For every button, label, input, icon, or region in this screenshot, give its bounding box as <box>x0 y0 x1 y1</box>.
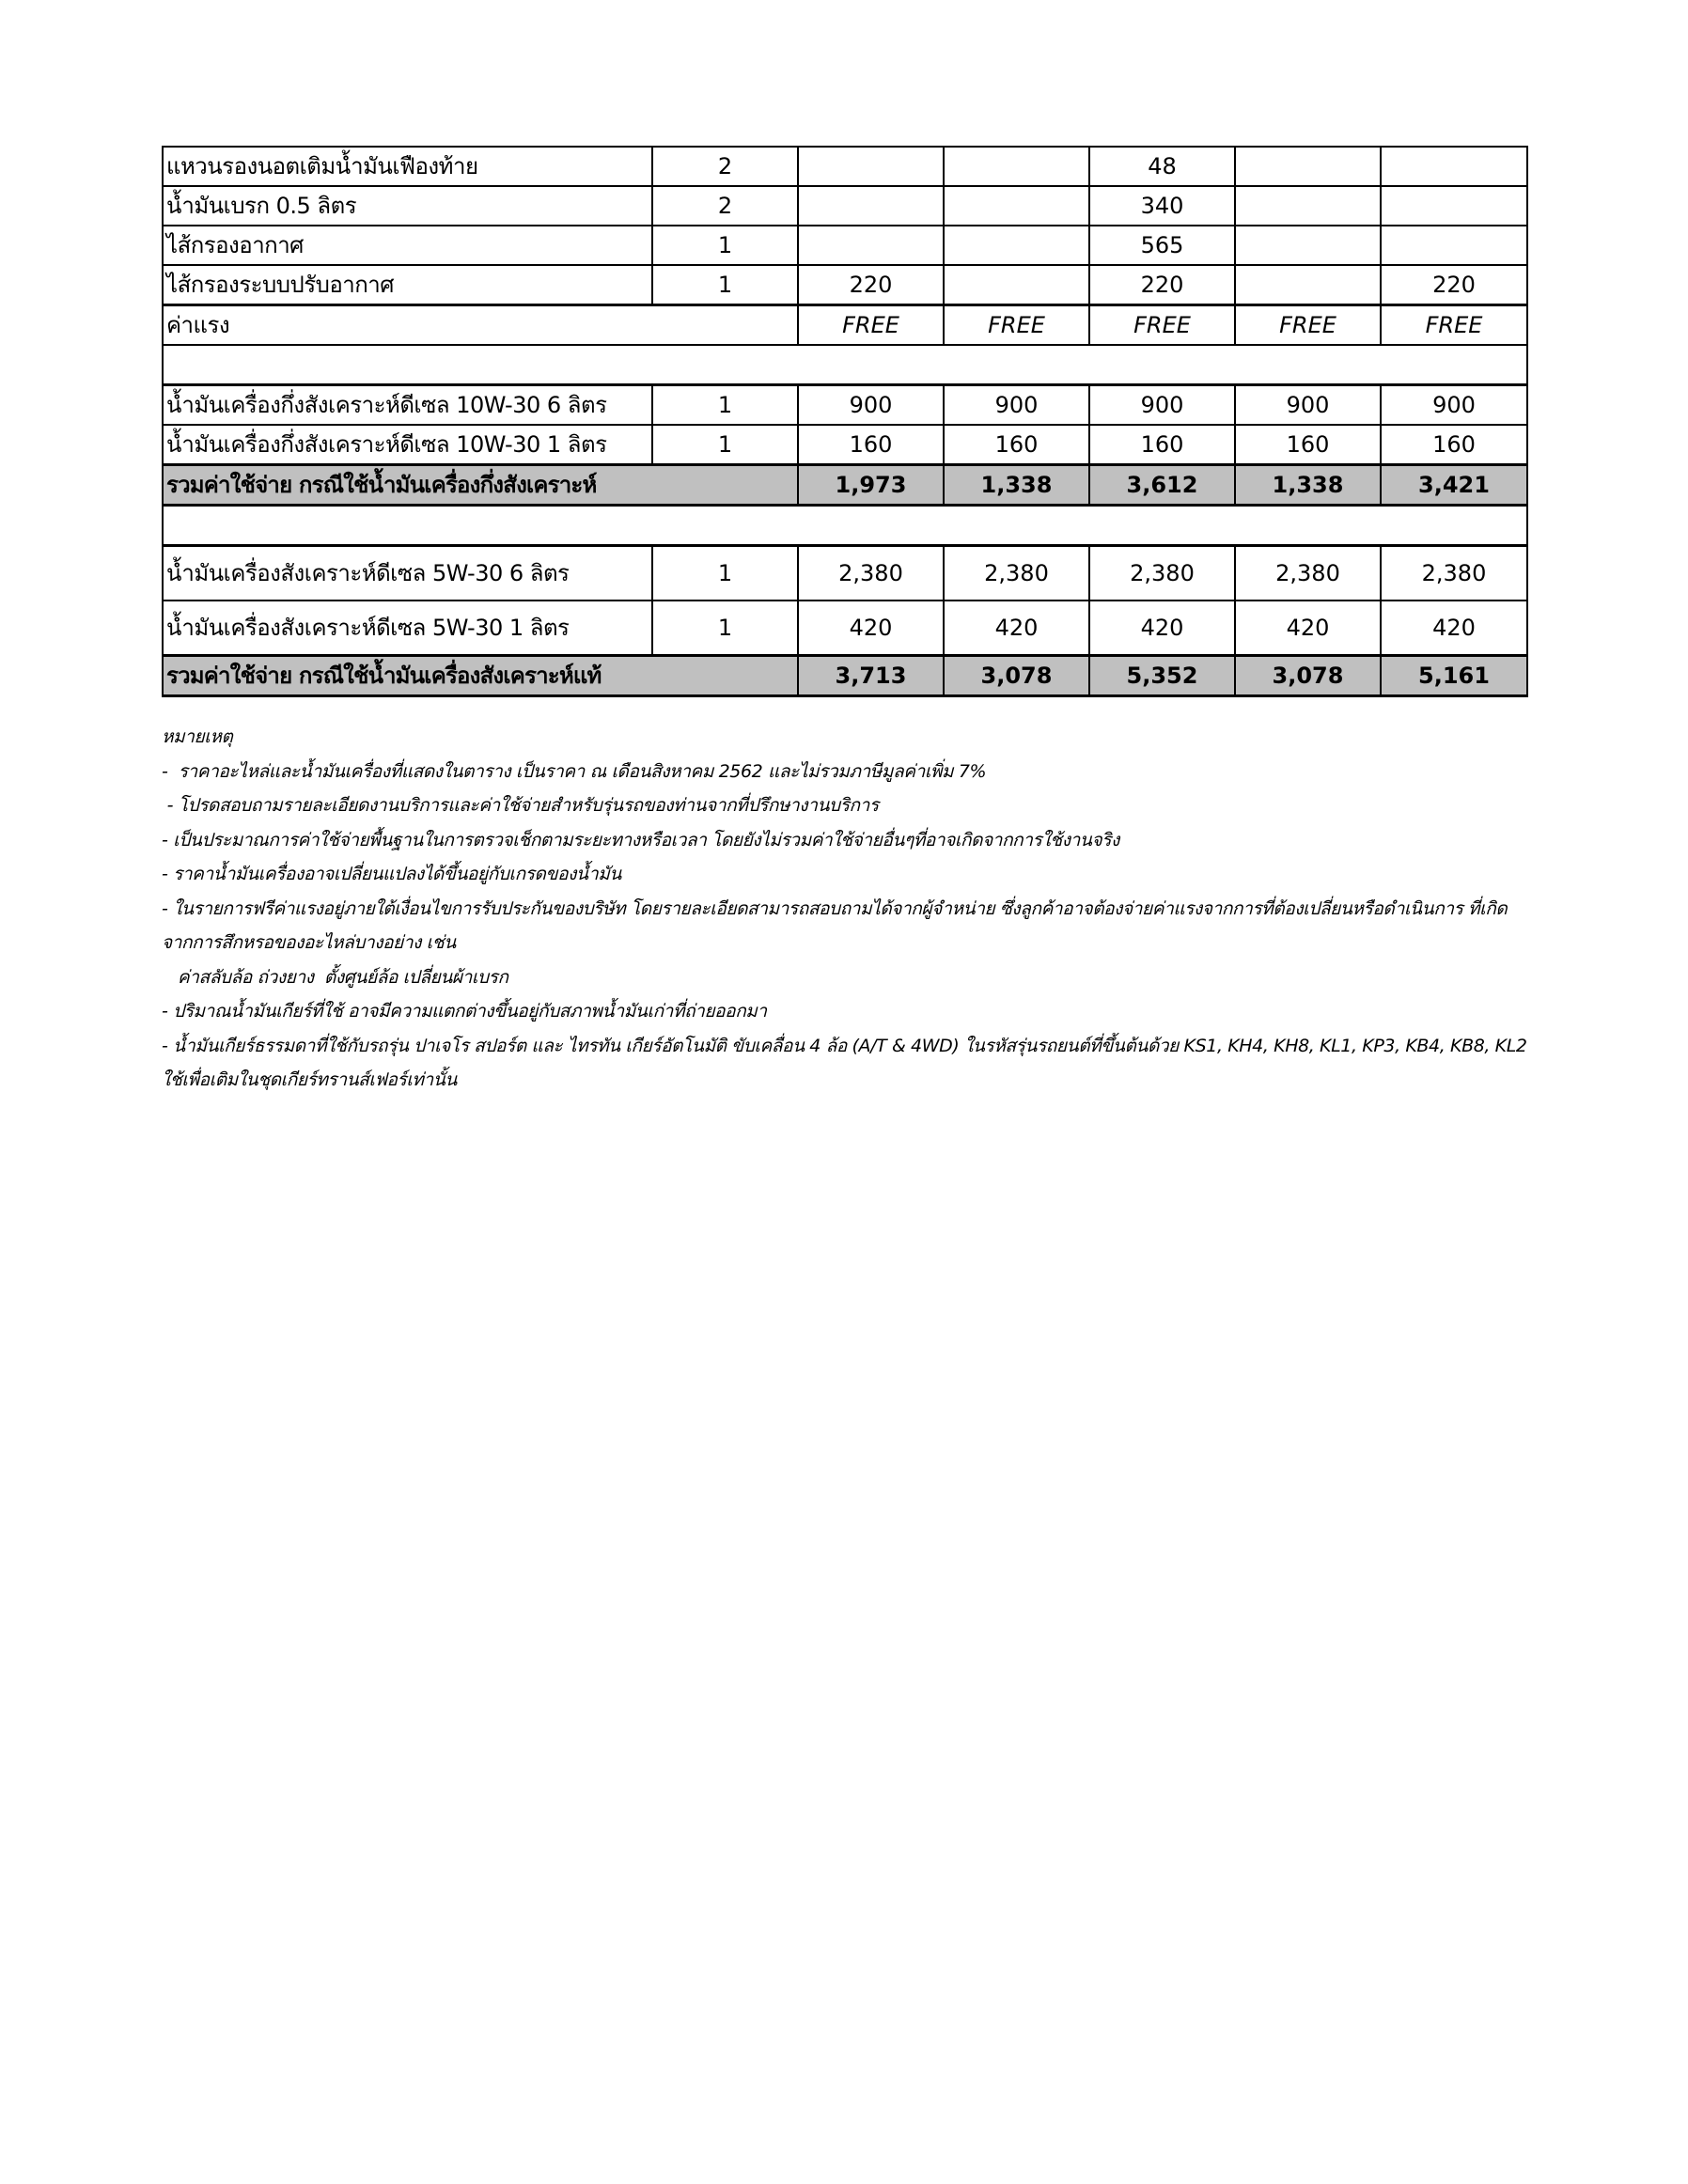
notes-title: หมายเหตุ <box>162 726 233 747</box>
note-line: - ราคาน้ำมันเครื่องอาจเปลี่ยนแปลงได้ขึ้นอยู่กับเกรดของน้ำมัน <box>162 864 621 884</box>
price-cell: 2,380 <box>798 546 944 601</box>
note-line: - โปรดสอบถามรายละเอียดงานบริการและค่าใช้จ่ายสำหรับรุ่นรถของท่านจากที่ปรึกษางานบริการ <box>162 795 879 816</box>
price-cell: 420 <box>1235 601 1381 656</box>
item-label: น้ำมันเครื่องสังเคราะห์ดีเซล 5W-30 6 ลิตร <box>163 546 652 601</box>
price-cell <box>1235 186 1381 226</box>
price-cell: 900 <box>798 385 944 426</box>
total-value-cell: 3,612 <box>1089 465 1235 506</box>
price-cell: 160 <box>944 425 1089 465</box>
note-line: - น้ำมันเกียร์ธรรมดาที่ใช้กับรถรุ่น ปาเจโร สปอร์ต และ ไทรทัน เกียร์อัตโนมัติ ขับเคลื่อน 4 ล้อ (A/T & 4WD) ในรหัสรุ่นรถยนต์ที่ขึ้นต้นด้วย KS1, KH4, KH8, KL1, KP3, KB4, KB8, KL2 <box>162 1035 1527 1056</box>
price-cell: 220 <box>798 265 944 305</box>
total-value-cell: 5,161 <box>1381 656 1527 696</box>
price-cell: 900 <box>1381 385 1527 426</box>
labor-value-cell: FREE <box>1089 305 1235 346</box>
labor-value-cell: FREE <box>798 305 944 346</box>
price-cell: 2,380 <box>1089 546 1235 601</box>
table-row <box>163 265 1527 305</box>
spacer-row <box>163 506 1527 546</box>
quantity-cell: 1 <box>652 265 798 305</box>
spacer-row <box>163 345 1527 385</box>
spacer-cell <box>163 345 1527 385</box>
total-value-cell: 3,421 <box>1381 465 1527 506</box>
note-line: ค่าสลับล้อ ถ่วงยาง ตั้งศูนย์ล้อ เปลี่ยนผ้าเบรก <box>162 966 508 988</box>
note-line: ใช้เพื่อเติมในชุดเกียร์ทรานส์เฟอร์เท่านั้น <box>162 1069 458 1090</box>
labor-value-cell: FREE <box>1235 305 1381 346</box>
total-row <box>163 465 1527 506</box>
labor-row <box>163 305 1527 346</box>
spacer-cell <box>163 506 1527 546</box>
price-cell: 2,380 <box>944 546 1089 601</box>
quantity-cell: 1 <box>652 385 798 426</box>
price-cell <box>798 226 944 265</box>
price-cell: 160 <box>1235 425 1381 465</box>
price-cell: 2,380 <box>1235 546 1381 601</box>
price-cell <box>944 265 1089 305</box>
note-line: - เป็นประมาณการค่าใช้จ่ายพื้นฐานในการตรวจเช็กตามระยะทางหรือเวลา โดยยังไม่รวมค่าใช้จ่ายอื่นๆที่อาจเกิดจากการใช้งานจริง <box>162 829 1119 850</box>
item-label: น้ำมันเบรก 0.5 ลิตร <box>163 186 652 226</box>
price-cell: 420 <box>798 601 944 656</box>
item-label: ไส้กรองระบบปรับอากาศ <box>163 265 652 305</box>
notes-section <box>162 720 1534 1098</box>
price-cell <box>944 147 1089 186</box>
total-label: รวมค่าใช้จ่าย กรณีใช้น้ำมันเครื่องสังเคราะห์แท้ <box>163 656 798 696</box>
quantity-cell: 2 <box>652 147 798 186</box>
cost-table-body <box>163 147 1527 696</box>
price-cell: 160 <box>1089 425 1235 465</box>
total-value-cell: 5,352 <box>1089 656 1235 696</box>
price-cell: 565 <box>1089 226 1235 265</box>
price-cell: 48 <box>1089 147 1235 186</box>
item-label: ไส้กรองอากาศ <box>163 226 652 265</box>
price-cell <box>798 186 944 226</box>
quantity-cell: 1 <box>652 546 798 601</box>
item-label: น้ำมันเครื่องกึ่งสังเคราะห์ดีเซล 10W-30 6 ลิตร <box>163 385 652 426</box>
total-value-cell: 3,078 <box>944 656 1089 696</box>
labor-value-cell: FREE <box>944 305 1089 346</box>
price-cell: 220 <box>1381 265 1527 305</box>
quantity-cell: 1 <box>652 226 798 265</box>
note-line: จากการสึกหรอของอะไหล่บางอย่าง เช่น <box>162 932 456 953</box>
price-cell <box>1235 147 1381 186</box>
total-value-cell: 1,973 <box>798 465 944 506</box>
table-row <box>163 601 1527 656</box>
price-cell <box>798 147 944 186</box>
price-cell: 900 <box>1089 385 1235 426</box>
price-cell: 2,380 <box>1381 546 1527 601</box>
maintenance-cost-table <box>162 146 1528 697</box>
price-cell: 340 <box>1089 186 1235 226</box>
note-line: - ปริมาณน้ำมันเกียร์ที่ใช้ อาจมีความแตกต่างขึ้นอยู่กับสภาพน้ำมันเก่าที่ถ่ายออกมา <box>162 1001 767 1022</box>
total-label: รวมค่าใช้จ่าย กรณีใช้น้ำมันเครื่องกึ่งสังเคราะห์ <box>163 465 798 506</box>
quantity-cell: 2 <box>652 186 798 226</box>
total-value-cell: 1,338 <box>1235 465 1381 506</box>
table-row <box>163 385 1527 426</box>
table-row <box>163 226 1527 265</box>
total-value-cell: 3,713 <box>798 656 944 696</box>
total-row <box>163 656 1527 696</box>
price-cell: 160 <box>798 425 944 465</box>
price-cell: 900 <box>1235 385 1381 426</box>
table-row <box>163 147 1527 186</box>
price-cell <box>1381 147 1527 186</box>
price-cell <box>1381 226 1527 265</box>
table-row <box>163 186 1527 226</box>
note-line: - ในรายการฟรีค่าแรงอยู่ภายใต้เงื่อนไขการรับประกันของบริษัท โดยรายละเอียดสามารถสอบถามได้จากผู้จำหน่าย ซึ่งลูกค้าอาจต้องจ่ายค่าแรงจากการที่ต้องเปลี่ยนหรือดำเนินการ ที่เกิด <box>162 897 1508 919</box>
item-label: น้ำมันเครื่องกึ่งสังเคราะห์ดีเซล 10W-30 1 ลิตร <box>163 425 652 465</box>
labor-value-cell: FREE <box>1381 305 1527 346</box>
price-cell: 420 <box>944 601 1089 656</box>
item-label: แหวนรองนอตเติมน้ำมันเฟืองท้าย <box>163 147 652 186</box>
price-cell <box>1235 265 1381 305</box>
price-cell: 420 <box>1089 601 1235 656</box>
total-value-cell: 3,078 <box>1235 656 1381 696</box>
price-cell <box>944 226 1089 265</box>
item-label: น้ำมันเครื่องสังเคราะห์ดีเซล 5W-30 1 ลิตร <box>163 601 652 656</box>
table-row <box>163 425 1527 465</box>
quantity-cell: 1 <box>652 601 798 656</box>
price-cell: 420 <box>1381 601 1527 656</box>
price-cell <box>1235 226 1381 265</box>
price-cell: 900 <box>944 385 1089 426</box>
price-cell <box>1381 186 1527 226</box>
price-cell <box>944 186 1089 226</box>
price-cell: 220 <box>1089 265 1235 305</box>
note-line: - ราคาอะไหล่และน้ำมันเครื่องที่แสดงในตาราง เป็นราคา ณ เดือนสิงหาคม 2562 และไม่รวมภาษีมูลค่าเพิ่ม 7% <box>162 760 987 782</box>
price-cell: 160 <box>1381 425 1527 465</box>
total-value-cell: 1,338 <box>944 465 1089 506</box>
item-label: ค่าแรง <box>163 305 798 346</box>
notes-lines <box>162 755 1534 1098</box>
table-row <box>163 546 1527 601</box>
quantity-cell: 1 <box>652 425 798 465</box>
